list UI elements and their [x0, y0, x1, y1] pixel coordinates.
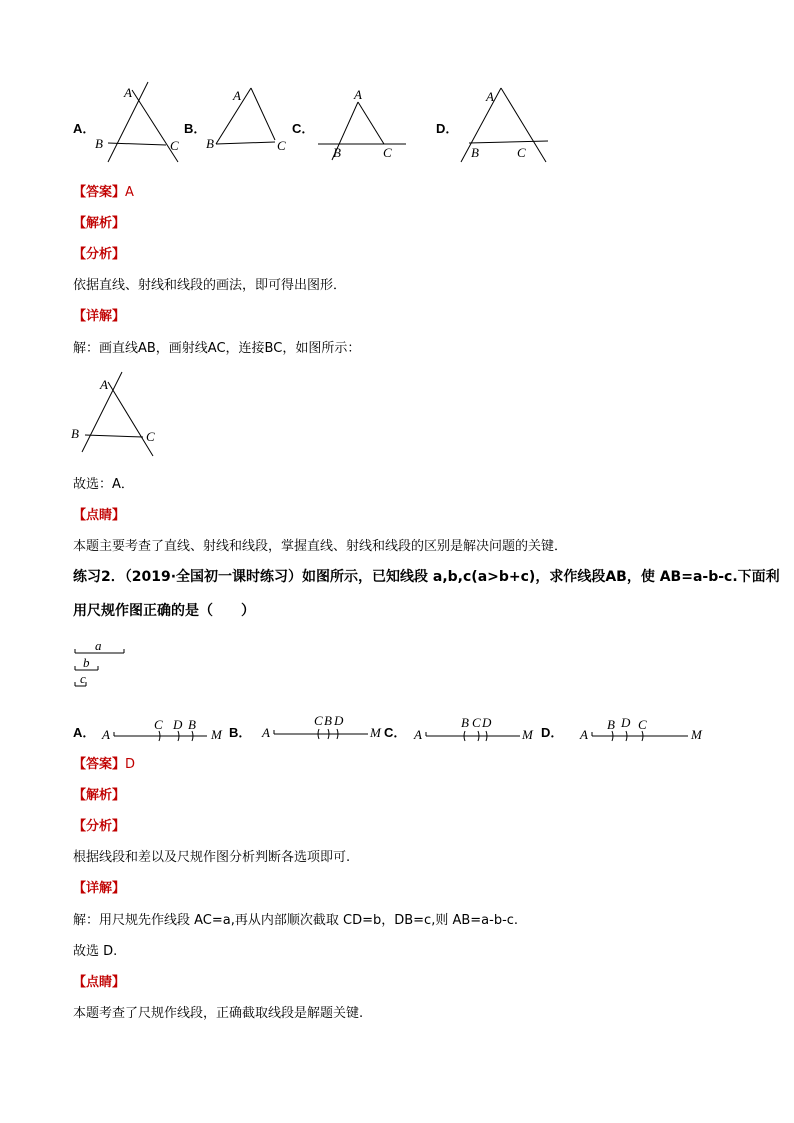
- q1-option-a-figure: [90, 80, 190, 170]
- q2-d-label-c: C: [638, 717, 647, 732]
- q2-answer-line: [73, 756, 135, 774]
- q1-d-label-c: C: [517, 145, 526, 160]
- q1-dianjing-text: 本题主要考查了直线、射线和线段，掌握直线、射线和线段的区别是解决问题的关键．: [73, 539, 568, 554]
- q2-answer-value: D: [125, 757, 136, 772]
- q2-answer-tag: 【答案】: [73, 757, 126, 772]
- q2-option-d-letter: D．: [541, 725, 564, 740]
- q2-d-label-a: A: [580, 727, 588, 742]
- q2-a-label-d: D: [173, 717, 183, 732]
- q1-d-label-b: B: [471, 145, 479, 160]
- q2-given-label-b: b: [83, 655, 90, 670]
- q2-given-segments: [70, 636, 140, 692]
- q2-fenxi-text: 根据线段和差以及尺规作图分析判断各选项即可.: [73, 850, 351, 865]
- q2-a-label-m: M: [211, 727, 222, 742]
- q1-d-label-a: A: [486, 89, 494, 104]
- q1-conclusion: 故选：A．: [73, 477, 134, 492]
- q1-fenxi-text: 依据直线、射线和线段的画法，即可得出图形．: [73, 278, 347, 293]
- q1-a-label-c: C: [170, 138, 179, 153]
- q2-d-label-b: B: [607, 717, 615, 732]
- q2-d-label-m: M: [691, 727, 702, 742]
- q1-answer-line: [73, 184, 134, 202]
- q1-a-label-a: A: [124, 85, 132, 100]
- q2-stem-line2: 用尺规作图正确的是（ ）: [73, 603, 255, 619]
- q1-option-d-letter: D．: [436, 121, 459, 136]
- q2-b-label-m: M: [370, 725, 381, 740]
- q2-option-c-figure: [412, 714, 542, 746]
- q1-c-label-b: B: [333, 145, 341, 160]
- q1-option-d-figure: [455, 80, 555, 170]
- q1-option-a-letter: A．: [73, 121, 96, 136]
- q1-option-c-figure: [310, 80, 410, 170]
- q2-c-label-d: D: [482, 715, 492, 730]
- q1-option-b-figure: [200, 80, 300, 170]
- q2-c-label-c: C: [472, 715, 481, 730]
- q2-option-a-letter: A．: [73, 725, 96, 740]
- q2-b-label-a: A: [262, 725, 270, 740]
- q2-given-label-c: c: [80, 671, 86, 686]
- q2-xiangjie-tag: 【详解】: [73, 881, 126, 896]
- q2-option-b-letter: B．: [229, 725, 252, 740]
- q1-b-label-b: B: [206, 136, 214, 151]
- q2-dianjing-tag: 【点睛】: [73, 975, 126, 990]
- q2-given-label-a: a: [95, 638, 102, 653]
- q2-b-label-d: D: [334, 713, 344, 728]
- q2-option-c-letter: C．: [384, 725, 407, 740]
- q2-fenxi-tag: 【分析】: [73, 819, 126, 834]
- q1-c-label-a: A: [354, 87, 362, 102]
- q2-conclusion: 故选 D.: [73, 944, 118, 959]
- q1-answer-value: A: [125, 185, 134, 200]
- q1-option-c-letter: C．: [292, 121, 315, 136]
- q1-c-label-c: C: [383, 145, 392, 160]
- q2-option-a-figure: [100, 714, 230, 746]
- q2-c-label-m: M: [522, 727, 533, 742]
- q1-b-label-a: A: [233, 88, 241, 103]
- q2-option-b-figure: [260, 712, 390, 744]
- q2-stem-line1: 练习2．（2019·全国初一课时练习）如图所示，已知线段 a,b,c(a>b+c)，求作线段AB，使 AB=a-b-c.下面利: [73, 569, 780, 585]
- q2-b-label-b: B: [324, 713, 332, 728]
- q2-c-label-a: A: [414, 727, 422, 742]
- q2-c-label-b: B: [461, 715, 469, 730]
- q1-b-label-c: C: [277, 138, 286, 153]
- q1-answer-tag: 【答案】: [73, 185, 126, 200]
- q1-a-label-b: B: [95, 136, 103, 151]
- q1-dianjing-tag: 【点睛】: [73, 508, 126, 523]
- q2-a-label-a: A: [102, 727, 110, 742]
- q2-jiexi-tag: 【解析】: [73, 788, 126, 803]
- q1-fig-label-b: B: [71, 426, 79, 441]
- q2-a-label-c: C: [154, 717, 163, 732]
- q1-fig-label-a: A: [100, 377, 108, 392]
- q2-xiangjie-text: 解：用尺规先作线段 AC=a,再从内部顺次截取 CD=b，DB=c,则 AB=a-b-c.: [73, 913, 519, 928]
- q1-solution-figure: [68, 370, 168, 460]
- q2-a-label-b: B: [188, 717, 196, 732]
- q2-dianjing-text: 本题考查了尺规作线段，正确截取线段是解题关键.: [73, 1006, 364, 1021]
- q1-fig-label-c: C: [146, 429, 155, 444]
- q2-option-d-figure: [578, 714, 718, 746]
- q1-fenxi-tag: 【分析】: [73, 247, 126, 262]
- q1-option-b-letter: B．: [184, 121, 207, 136]
- q1-jiexi-tag: 【解析】: [73, 216, 126, 231]
- q1-xiangjie-tag: 【详解】: [73, 309, 126, 324]
- q2-b-label-c: C: [314, 713, 323, 728]
- q1-xiangjie-text: 解：画直线AB，画射线AC，连接BC，如图所示：: [73, 341, 361, 356]
- q2-d-label-d: D: [621, 715, 631, 730]
